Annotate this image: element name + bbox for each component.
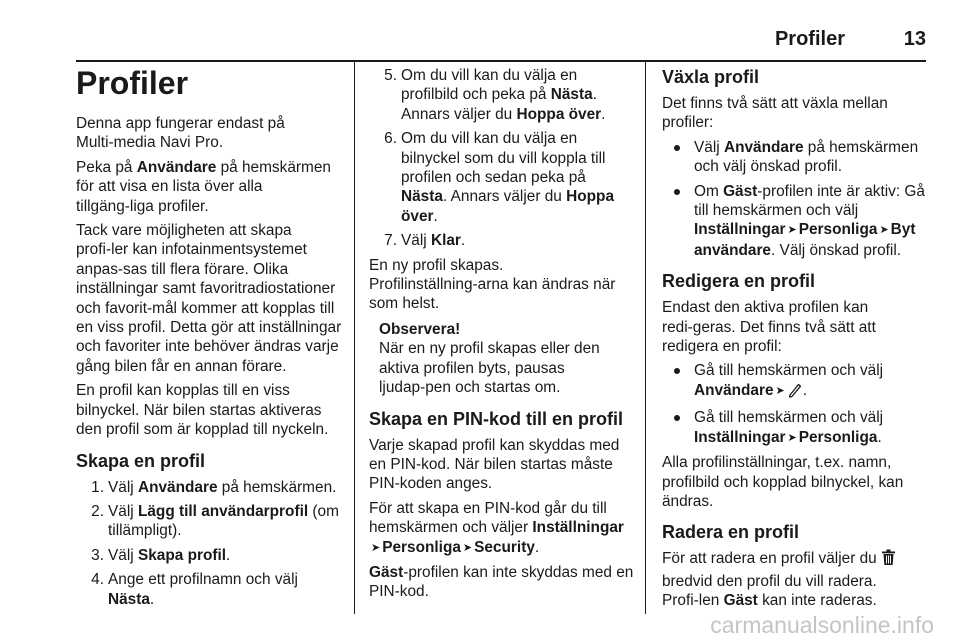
heading-delete-profile: Radera en profil (662, 522, 800, 543)
paragraph-edit-2: Alla profilinställningar, t.ex. namn, profilbild och kopplad bilnyckel, kan ändras. (662, 454, 904, 510)
arrow-right-icon: ➤ (371, 541, 381, 554)
arrow-right-icon: ➤ (462, 541, 473, 554)
note-title: Observera! (379, 320, 461, 338)
paragraph-users: Peka på Användare på hemskärmen för att visa en lista över alla tillgäng‑liga profiler. (76, 158, 331, 215)
arrow-right-icon: ➤ (787, 224, 797, 237)
pencil-icon (787, 382, 803, 403)
column-1 (76, 62, 344, 614)
column-2 (369, 66, 635, 607)
arrow-right-icon: ➤ (879, 224, 889, 237)
note-text: När en ny profil skapas eller den aktiva profilen byts, pausas ljudap‑pen och startas om. (379, 340, 600, 397)
arrow-right-icon: ➤ (787, 431, 797, 444)
step-4: 4. Ange ett profilnamn och välj Nästa. (91, 571, 298, 608)
step-3: 3. Välj Skapa profil. (91, 546, 231, 564)
heading-edit-profile: Redigera en profil (662, 271, 816, 292)
paragraph-pin-2: För att skapa en PIN‑kod går du till hemskärmen och väljer Inställningar ➤ Personliga ➤ Security. (369, 499, 635, 558)
bullet-edit-1: Gå till hemskärmen och välj Användare ➤ . (662, 361, 928, 403)
step-7: 7. Välj Klar. (384, 232, 466, 250)
paragraph-pin-1: Varje skapad profil kan skyddas med en PIN‑kod. När bilen startas måste PIN‑koden anges. (369, 436, 620, 493)
page-number: 13 (903, 28, 926, 50)
paragraph-key-link: En profil kan kopplas till en viss bilnyckel. När bilen startas aktiveras den profil som är kopplad till nyckeln. (76, 382, 329, 439)
bullet-switch-2: Om Gäst‑profilen inte är aktiv: Gå till hemskärmen och välj Inställningar ➤ Personliga ➤ Byt användare. Välj önskad profil. (662, 182, 928, 261)
heading-pin: Skapa en PIN‑kod till en profil (369, 408, 624, 429)
paragraph-edit: Endast den aktiva profilen kan redi‑geras. Det finns två sätt att redigera en profil: (662, 299, 876, 356)
paragraph-switch: Det finns två sätt att växla mellan profiler: (662, 95, 888, 132)
paragraph-pin-3: Gäst‑profilen kan inte skyddas med en PIN‑kod. (369, 563, 634, 601)
column-separator-1 (354, 62, 355, 614)
paragraph-delete: För att radera en profil väljer du bredvid den profil du vill radera. Profi‑len Gäst kan inte raderas. (662, 549, 928, 610)
intro-paragraph: Denna app fungerar endast på Multi‑media Navi Pro. (76, 115, 285, 152)
bullet-edit-2: Gå till hemskärmen och välj Inställningar ➤ Personliga. (662, 408, 928, 448)
page-header-title: Profiler (774, 28, 845, 50)
bullet-switch-1: Välj Användare på hemskärmen och välj önskad profil. (662, 138, 928, 177)
step-1: 1. Välj Användare på hemskärmen. (91, 478, 337, 496)
column-3 (662, 66, 928, 616)
step-2: 2. Välj Lägg till användarprofil (om tillämpligt). (91, 502, 339, 540)
column-separator-2 (645, 62, 646, 614)
heading-switch-profile: Växla profil (662, 67, 760, 87)
paragraph-new-profile: En ny profil skapas. Profilinställning‑arna kan ändras när som helst. (369, 256, 616, 313)
paragraph-profiles-benefit: Tack vare möjligheten att skapa profi‑ler kan infotainmentsystemet anpas‑sas till flera förare. Olika inställningar samt favoritradiostationer och favorit‑mål kommer att kopplas till en viss profil. Detta gör att inställningar och favoriter inte behöver ändras varje gång bilen får en annan förare. (76, 222, 342, 375)
step-6: 6. Om du vill kan du välja en bilnyckel som du vill koppla till profilen och sedan peka på Nästa. Annars väljer du Hoppa över. (384, 130, 615, 225)
watermark: carmanualsonline.info (710, 612, 934, 638)
step-5: 5. Om du vill kan du välja en profilbild och peka på Nästa. Annars väljer du Hoppa över. (384, 67, 606, 123)
heading-create-profile: Skapa en profil (76, 450, 206, 471)
arrow-right-icon: ➤ (775, 384, 785, 397)
page-title: Profiler (76, 65, 189, 101)
note-box (369, 320, 635, 398)
trash-icon (881, 549, 896, 571)
